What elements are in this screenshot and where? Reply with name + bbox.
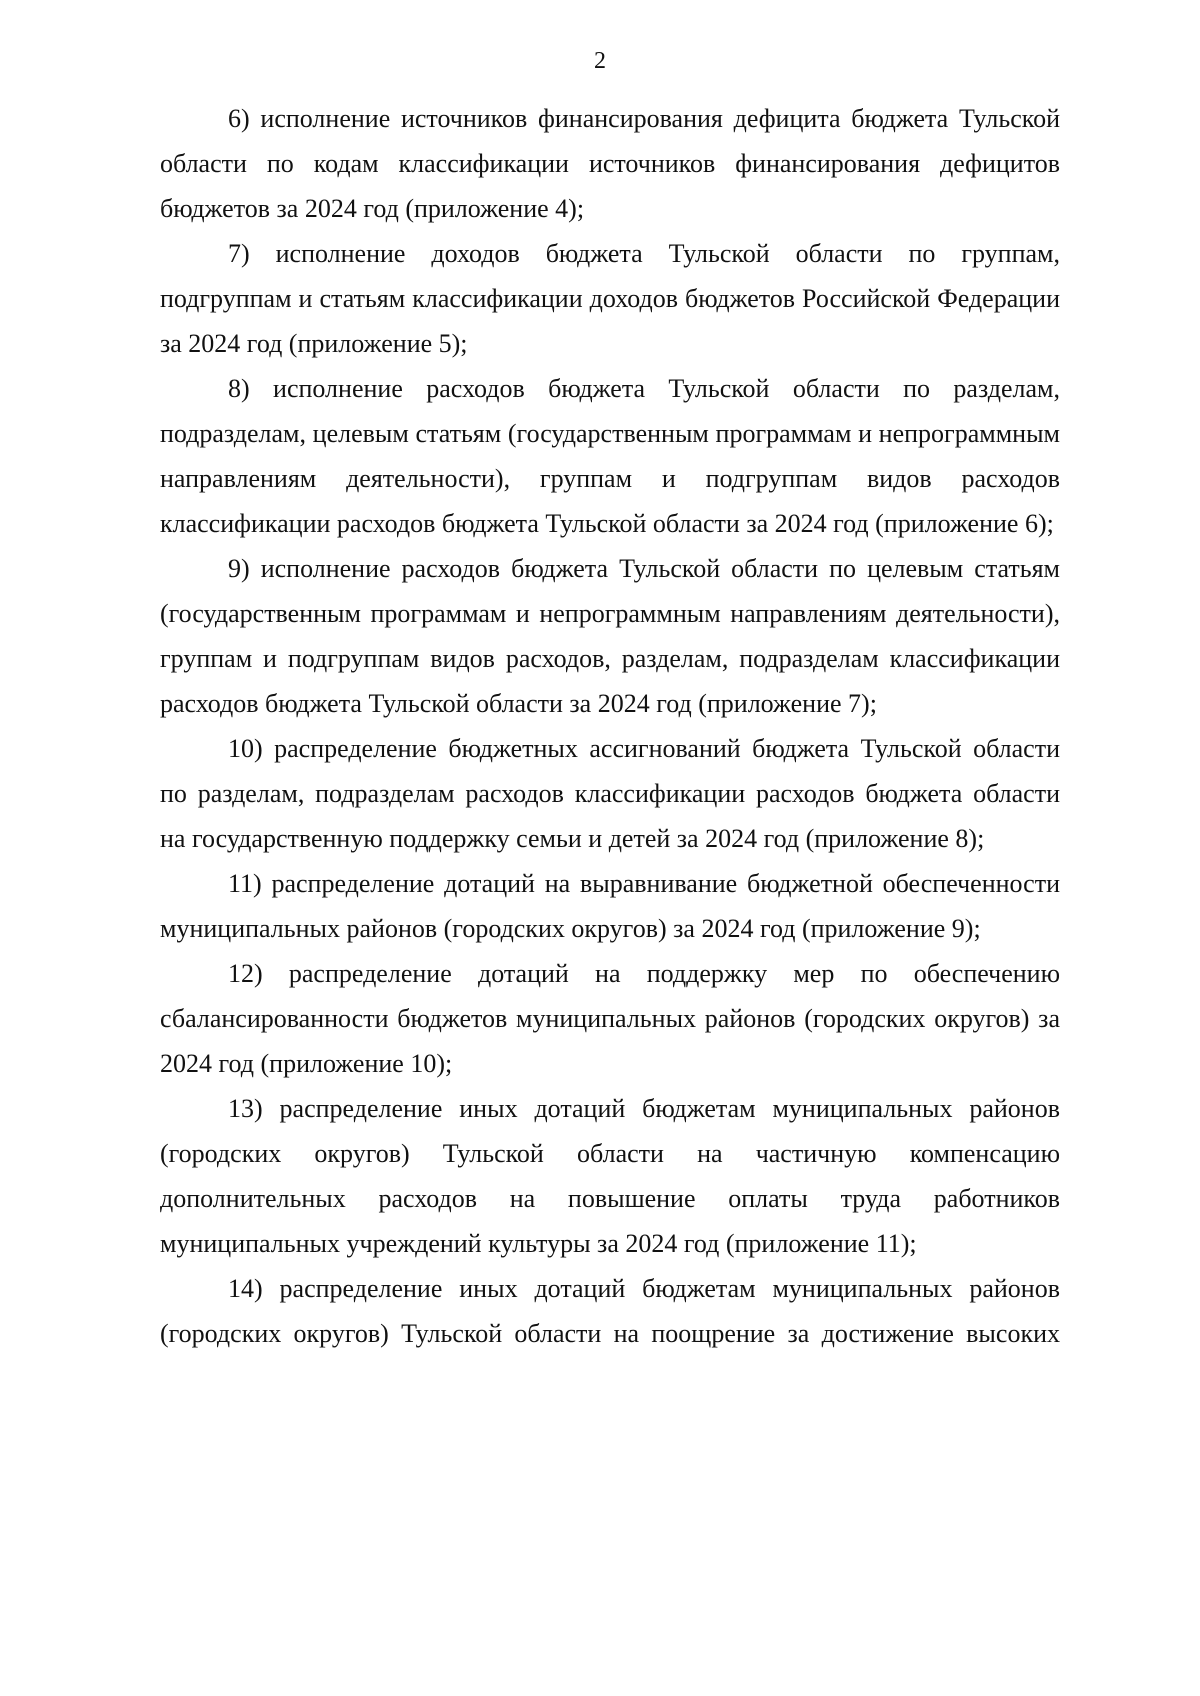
list-item-9: 9) исполнение расходов бюджета Тульской области по целевым статьям (государственным программам и непрограммным направлениям деятельности), группам и подгруппам видов расходов, разделам, подразделам классификации расходов бюджета Тульской области за 2024 год (приложение 7); xyxy=(160,554,1060,718)
list-item-12: 12) распределение дотаций на поддержку мер по обеспечению сбалансированности бюджетов муниципальных районов (городских округов) за 2024 год (приложение 10); xyxy=(160,959,1060,1078)
list-item-7: 7) исполнение доходов бюджета Тульской области по группам, подгруппам и статьям классификации доходов бюджетов Российской Федерации за 2024 год (приложение 5); xyxy=(160,239,1060,358)
page-number: 2 xyxy=(594,48,606,74)
list-item-13: 13) распределение иных дотаций бюджетам муниципальных районов (городских округов) Тульской области на частичную компенсацию дополнительных расходов на повышение оплаты труда работников муниципальных учреждений культуры за 2024 год (приложение 11); xyxy=(160,1094,1060,1258)
list-item-14: 14) распределение иных дотаций бюджетам муниципальных районов (городских округов) Тульской области на поощрение за достижение высоких xyxy=(160,1274,1060,1348)
list-item-8: 8) исполнение расходов бюджета Тульской области по разделам, подразделам, целевым статьям (государственным программам и непрограммным направлениям деятельности), группам и подгруппам видов расходов классификации расходов бюджета Тульской области за 2024 год (приложение 6); xyxy=(160,374,1060,538)
list-item-11: 11) распределение дотаций на выравнивание бюджетной обеспеченности муниципальных районов (городских округов) за 2024 год (приложение 9); xyxy=(160,869,1060,943)
document-body xyxy=(160,96,1060,1356)
list-item-10: 10) распределение бюджетных ассигнований бюджета Тульской области по разделам, подразделам расходов классификации расходов бюджета области на государственную поддержку семьи и детей за 2024 год (приложение 8); xyxy=(160,734,1060,853)
list-item-6: 6) исполнение источников финансирования дефицита бюджета Тульской области по кодам классификации источников финансирования дефицитов бюджетов за 2024 год (приложение 4); xyxy=(160,104,1060,223)
